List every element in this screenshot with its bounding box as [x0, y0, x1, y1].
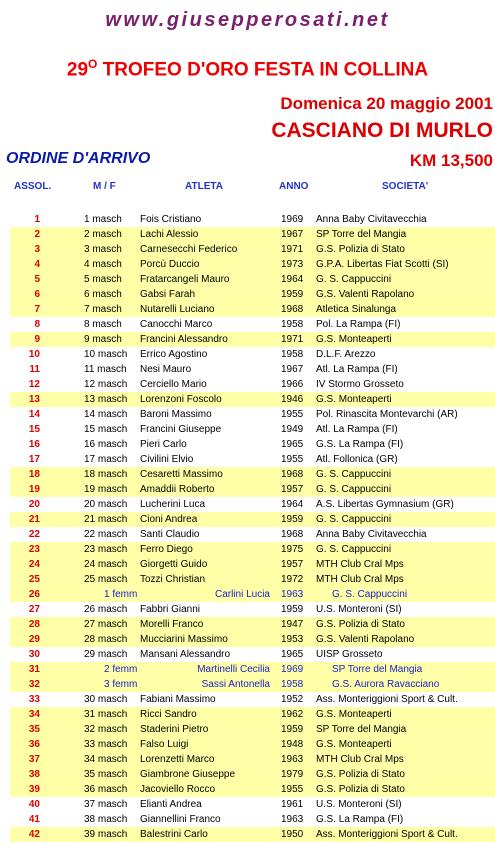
year-cell: 1959: [281, 514, 304, 525]
position-cell: 39: [28, 784, 40, 795]
year-cell: 1965: [281, 439, 304, 450]
position-cell: 42: [28, 829, 40, 840]
position-cell: 14: [28, 409, 40, 420]
table-row: [10, 617, 495, 632]
year-cell: 1950: [281, 829, 304, 840]
table-row: [10, 332, 495, 347]
gender-rank-cell: 17 masch: [84, 454, 128, 465]
society-cell: G.P.A. Libertas Fiat Scotti (SI): [316, 259, 449, 270]
society-cell: G.S. Polizia di Stato: [316, 784, 405, 795]
table-row: [10, 677, 495, 692]
gender-rank-cell: 31 masch: [84, 709, 128, 720]
race-place: CASCIANO DI MURLO: [271, 119, 493, 142]
table-row: [10, 572, 495, 587]
column-header-gender-rank: M / F: [93, 181, 116, 192]
table-row: [10, 362, 495, 377]
table-row: [10, 257, 495, 272]
athlete-cell: Nesi Mauro: [140, 364, 192, 375]
gender-rank-cell: 16 masch: [84, 439, 128, 450]
table-row: [10, 632, 495, 647]
gender-rank-cell: 25 masch: [84, 574, 128, 585]
athlete-cell: Giannellini Franco: [140, 814, 221, 825]
position-cell: 7: [34, 304, 40, 315]
society-cell: G.S. La Rampa (FI): [316, 814, 404, 825]
position-cell: 34: [28, 709, 40, 720]
gender-rank-cell: 11 masch: [84, 364, 127, 375]
athlete-cell: Cioni Andrea: [140, 514, 198, 525]
position-cell: 27: [28, 604, 40, 615]
table-row: [10, 242, 495, 257]
gender-rank-cell: 32 masch: [84, 724, 128, 735]
table-row: [10, 437, 495, 452]
gender-rank-cell: 21 masch: [84, 514, 128, 525]
position-cell: 3: [34, 244, 40, 255]
gender-rank-cell: 26 masch: [84, 604, 128, 615]
position-cell: 19: [28, 484, 40, 495]
position-cell: 4: [34, 259, 40, 270]
society-cell: SP Torre del Mangia: [316, 724, 407, 735]
gender-rank-cell: 39 masch: [84, 829, 128, 840]
position-cell: 6: [34, 289, 40, 300]
year-cell: 1953: [281, 634, 304, 645]
table-row: [10, 587, 495, 602]
year-cell: 1971: [281, 334, 304, 345]
position-cell: 8: [34, 319, 40, 330]
gender-rank-cell: 1 masch: [84, 214, 122, 225]
athlete-cell: Ricci Sandro: [140, 709, 197, 720]
gender-rank-cell: 19 masch: [84, 484, 128, 495]
position-cell: 38: [28, 769, 40, 780]
society-cell: Atletica Sinalunga: [316, 304, 397, 315]
society-cell: G.S. Monteaperti: [316, 334, 392, 345]
position-cell: 35: [28, 724, 40, 735]
year-cell: 1958: [281, 349, 304, 360]
year-cell: 1963: [281, 589, 304, 600]
position-cell: 31: [28, 664, 40, 675]
gender-rank-cell: 3 masch: [84, 244, 122, 255]
society-cell: Pol. Rinascita Montevarchi (AR): [316, 409, 458, 420]
table-row: [10, 722, 495, 737]
society-cell: Pol. La Rampa (FI): [316, 319, 401, 330]
table-row: [10, 227, 495, 242]
athlete-cell: Fratarcangeli Mauro: [140, 274, 230, 285]
athlete-cell: Fabbri Gianni: [140, 604, 201, 615]
position-cell: 21: [28, 514, 40, 525]
gender-rank-cell: 7 masch: [84, 304, 122, 315]
year-cell: 1973: [281, 259, 304, 270]
year-cell: 1948: [281, 739, 304, 750]
society-cell: G. S. Cappuccini: [316, 514, 392, 525]
table-row: [10, 452, 495, 467]
table-row: [10, 542, 495, 557]
athlete-cell: Carlini Lucia: [214, 589, 270, 600]
year-cell: 1957: [281, 559, 304, 570]
table-row: [10, 527, 495, 542]
gender-rank-cell: 4 masch: [84, 259, 122, 270]
society-cell: Atl. La Rampa (FI): [316, 364, 398, 375]
society-cell: G.S. Valenti Rapolano: [316, 289, 415, 300]
athlete-cell: Carnesecchi Federico: [140, 244, 238, 255]
society-cell: Anna Baby Civitavecchia: [316, 529, 427, 540]
society-cell: U.S. Monteroni (SI): [316, 604, 402, 615]
table-row: [10, 377, 495, 392]
athlete-cell: Lorenzetti Marco: [140, 754, 215, 765]
gender-rank-cell: 20 masch: [84, 499, 128, 510]
table-row: [10, 707, 495, 722]
table-row: [10, 752, 495, 767]
athlete-cell: Sassi Antonella: [201, 679, 270, 690]
position-cell: 22: [28, 529, 40, 540]
gender-rank-cell: 2 masch: [84, 229, 122, 240]
title-number: 29: [66, 59, 89, 81]
year-cell: 1975: [281, 544, 304, 555]
gender-rank-cell: 33 masch: [84, 739, 128, 750]
table-row: [10, 482, 495, 497]
athlete-cell: Jacoviello Rocco: [140, 784, 216, 795]
year-cell: 1964: [281, 499, 304, 510]
position-cell: 23: [28, 544, 40, 555]
athlete-cell: Falso Luigi: [140, 739, 189, 750]
position-cell: 30: [28, 649, 40, 660]
society-cell: A.S. Libertas Gymnasium (GR): [316, 499, 454, 510]
title-ordinal: O: [88, 57, 98, 71]
athlete-cell: Mucciarini Massimo: [140, 634, 228, 645]
athlete-cell: Elianti Andrea: [140, 799, 202, 810]
gender-rank-cell: 22 masch: [84, 529, 128, 540]
gender-rank-cell: 6 masch: [84, 289, 122, 300]
athlete-cell: Porcù Duccio: [140, 259, 200, 270]
society-cell: G.S. Polizia di Stato: [316, 619, 405, 630]
athlete-cell: Lucherini Luca: [140, 499, 206, 510]
society-cell: MTH Club Cral Mps: [316, 574, 404, 585]
athlete-cell: Amaddii Roberto: [140, 484, 215, 495]
athlete-cell: Staderini Pietro: [140, 724, 209, 735]
society-cell: G. S. Cappuccini: [316, 274, 392, 285]
athlete-cell: Errico Agostino: [140, 349, 208, 360]
year-cell: 1972: [281, 574, 304, 585]
year-cell: 1952: [281, 694, 304, 705]
athlete-cell: Lachi Alessio: [140, 229, 199, 240]
society-cell: G.S. Valenti Rapolano: [316, 634, 415, 645]
race-title: [0, 57, 495, 81]
athlete-cell: Fabiani Massimo: [140, 694, 216, 705]
athlete-cell: Canocchi Marco: [140, 319, 213, 330]
society-cell: G.S. Polizia di Stato: [316, 244, 405, 255]
table-row: [10, 602, 495, 617]
table-row: [10, 392, 495, 407]
position-cell: 32: [28, 679, 40, 690]
position-cell: 15: [28, 424, 40, 435]
athlete-cell: Pieri Carlo: [140, 439, 187, 450]
table-row: [10, 737, 495, 752]
athlete-cell: Gabsi Farah: [140, 289, 196, 300]
year-cell: 1961: [281, 799, 304, 810]
position-cell: 2: [34, 229, 40, 240]
society-cell: G. S. Cappuccini: [316, 469, 392, 480]
athlete-cell: Nutarelli Luciano: [140, 304, 215, 315]
year-cell: 1946: [281, 394, 304, 405]
year-cell: 1969: [281, 214, 304, 225]
society-cell: Anna Baby Civitavecchia: [316, 214, 427, 225]
year-cell: 1955: [281, 409, 304, 420]
society-cell: Ass. Monteriggioni Sport & Cult.: [316, 694, 458, 705]
year-cell: 1965: [281, 649, 304, 660]
gender-rank-cell: 29 masch: [84, 649, 128, 660]
table-row: [10, 287, 495, 302]
title-text: TROFEO D'ORO FESTA IN COLLINA: [97, 59, 429, 81]
table-row: [10, 797, 495, 812]
society-cell: G. S. Cappuccini: [316, 484, 392, 495]
table-row: [10, 767, 495, 782]
year-cell: 1963: [281, 814, 304, 825]
athlete-cell: Cerciello Mario: [140, 379, 207, 390]
society-cell: MTH Club Cral Mps: [316, 754, 404, 765]
society-cell: UISP Grosseto: [316, 649, 383, 660]
gender-rank-cell: 10 masch: [84, 349, 128, 360]
table-row: [10, 557, 495, 572]
year-cell: 1968: [281, 304, 304, 315]
site-url[interactable]: www.giusepperosati.net: [105, 9, 390, 31]
gender-rank-cell: 15 masch: [84, 424, 128, 435]
society-cell: G.S. Monteaperti: [316, 394, 392, 405]
table-row: [10, 347, 495, 362]
year-cell: 1969: [281, 664, 304, 675]
column-header-position: ASSOL.: [14, 181, 52, 192]
society-cell: U.S. Monteroni (SI): [316, 799, 402, 810]
position-cell: 41: [28, 814, 40, 825]
society-cell: G.S. Monteaperti: [316, 709, 392, 720]
position-cell: 10: [28, 349, 40, 360]
society-cell: G.S. Monteaperti: [316, 739, 392, 750]
gender-rank-cell: 5 masch: [84, 274, 122, 285]
year-cell: 1955: [281, 784, 304, 795]
table-row: [10, 647, 495, 662]
table-row: [10, 812, 495, 827]
athlete-cell: Giambrone Giuseppe: [140, 769, 236, 780]
year-cell: 1966: [281, 379, 304, 390]
society-cell: Atl. La Rampa (FI): [316, 424, 398, 435]
society-cell: G.S. Aurora Ravacciano: [332, 679, 440, 690]
society-cell: IV Stormo Grosseto: [316, 379, 404, 390]
results-table: [10, 212, 495, 842]
athlete-cell: Francini Alessandro: [140, 334, 228, 345]
gender-rank-cell: 9 masch: [84, 334, 122, 345]
gender-rank-cell: 1 femm: [104, 589, 138, 600]
table-row: [10, 317, 495, 332]
athlete-cell: Cesaretti Massimo: [140, 469, 223, 480]
athlete-cell: Baroni Massimo: [140, 409, 212, 420]
society-cell: SP Torre del Mangia: [316, 229, 407, 240]
year-cell: 1949: [281, 424, 304, 435]
position-cell: 12: [28, 379, 40, 390]
position-cell: 18: [28, 469, 40, 480]
athlete-cell: Santi Claudio: [140, 529, 200, 540]
position-cell: 9: [34, 334, 40, 345]
gender-rank-cell: 13 masch: [84, 394, 128, 405]
athlete-cell: Francini Giuseppe: [140, 424, 222, 435]
athlete-cell: Giorgetti Guido: [140, 559, 208, 570]
position-cell: 25: [28, 574, 40, 585]
position-cell: 37: [28, 754, 40, 765]
society-cell: SP Torre del Mangia: [332, 664, 423, 675]
table-row: [10, 692, 495, 707]
position-cell: 26: [28, 589, 40, 600]
position-cell: 17: [28, 454, 40, 465]
position-cell: 20: [28, 499, 40, 510]
gender-rank-cell: 28 masch: [84, 634, 128, 645]
position-cell: 29: [28, 634, 40, 645]
athlete-cell: Martinelli Cecilia: [197, 664, 270, 675]
table-row: [10, 302, 495, 317]
athlete-cell: Balestrini Carlo: [140, 829, 208, 840]
column-header-society: SOCIETA': [382, 181, 429, 192]
year-cell: 1959: [281, 604, 304, 615]
athlete-cell: Lorenzoni Foscolo: [140, 394, 222, 405]
year-cell: 1958: [281, 679, 304, 690]
table-row: [10, 497, 495, 512]
table-row: [10, 827, 495, 842]
year-cell: 1947: [281, 619, 304, 630]
gender-rank-cell: 35 masch: [84, 769, 128, 780]
gender-rank-cell: 37 masch: [84, 799, 128, 810]
year-cell: 1964: [281, 274, 304, 285]
year-cell: 1968: [281, 469, 304, 480]
gender-rank-cell: 36 masch: [84, 784, 128, 795]
athlete-cell: Morelli Franco: [140, 619, 204, 630]
society-cell: G. S. Cappuccini: [332, 589, 408, 600]
athlete-cell: Mansani Alessandro: [140, 649, 231, 660]
table-row: [10, 512, 495, 527]
table-row: [10, 422, 495, 437]
position-cell: 5: [34, 274, 40, 285]
table-row: [10, 782, 495, 797]
year-cell: 1968: [281, 529, 304, 540]
table-row: [10, 662, 495, 677]
society-cell: G. S. Cappuccini: [316, 544, 392, 555]
gender-rank-cell: 18 masch: [84, 469, 128, 480]
gender-rank-cell: 12 masch: [84, 379, 128, 390]
year-cell: 1959: [281, 724, 304, 735]
year-cell: 1957: [281, 484, 304, 495]
gender-rank-cell: 14 masch: [84, 409, 128, 420]
year-cell: 1963: [281, 754, 304, 765]
year-cell: 1959: [281, 289, 304, 300]
column-header-year: ANNO: [279, 181, 309, 192]
gender-rank-cell: 30 masch: [84, 694, 128, 705]
position-cell: 11: [29, 364, 40, 375]
athlete-cell: Civilini Elvio: [140, 454, 194, 465]
society-cell: D.L.F. Arezzo: [316, 349, 376, 360]
year-cell: 1967: [281, 364, 304, 375]
table-row: [10, 212, 495, 227]
gender-rank-cell: 27 masch: [84, 619, 128, 630]
year-cell: 1979: [281, 769, 304, 780]
year-cell: 1958: [281, 319, 304, 330]
column-header-athlete: ATLETA: [185, 181, 223, 192]
gender-rank-cell: 23 masch: [84, 544, 128, 555]
year-cell: 1962: [281, 709, 304, 720]
gender-rank-cell: 3 femm: [104, 679, 138, 690]
society-cell: G.S. Polizia di Stato: [316, 769, 405, 780]
year-cell: 1971: [281, 244, 304, 255]
results-heading: ORDINE D'ARRIVO: [6, 150, 151, 167]
position-cell: 28: [28, 619, 40, 630]
race-distance: KM 13,500: [409, 151, 493, 170]
position-cell: 16: [28, 439, 40, 450]
table-row: [10, 467, 495, 482]
position-cell: 36: [28, 739, 40, 750]
gender-rank-cell: 34 masch: [84, 754, 128, 765]
position-cell: 13: [28, 394, 40, 405]
year-cell: 1955: [281, 454, 304, 465]
year-cell: 1967: [281, 229, 304, 240]
table-row: [10, 272, 495, 287]
society-cell: Ass. Monteriggioni Sport & Cult.: [316, 829, 458, 840]
society-cell: MTH Club Cral Mps: [316, 559, 404, 570]
position-cell: 33: [28, 694, 40, 705]
position-cell: 40: [28, 799, 40, 810]
race-date: Domenica 20 maggio 2001: [280, 94, 493, 113]
athlete-cell: Fois Cristiano: [140, 214, 202, 225]
gender-rank-cell: 2 femm: [104, 664, 138, 675]
gender-rank-cell: 24 masch: [84, 559, 128, 570]
gender-rank-cell: 38 masch: [84, 814, 128, 825]
society-cell: Atl. Follonica (GR): [316, 454, 398, 465]
athlete-cell: Tozzi Christian: [140, 574, 206, 585]
athlete-cell: Ferro Diego: [140, 544, 193, 555]
gender-rank-cell: 8 masch: [84, 319, 122, 330]
society-cell: G.S. La Rampa (FI): [316, 439, 404, 450]
table-row: [10, 407, 495, 422]
position-cell: 1: [34, 214, 40, 225]
position-cell: 24: [28, 559, 40, 570]
